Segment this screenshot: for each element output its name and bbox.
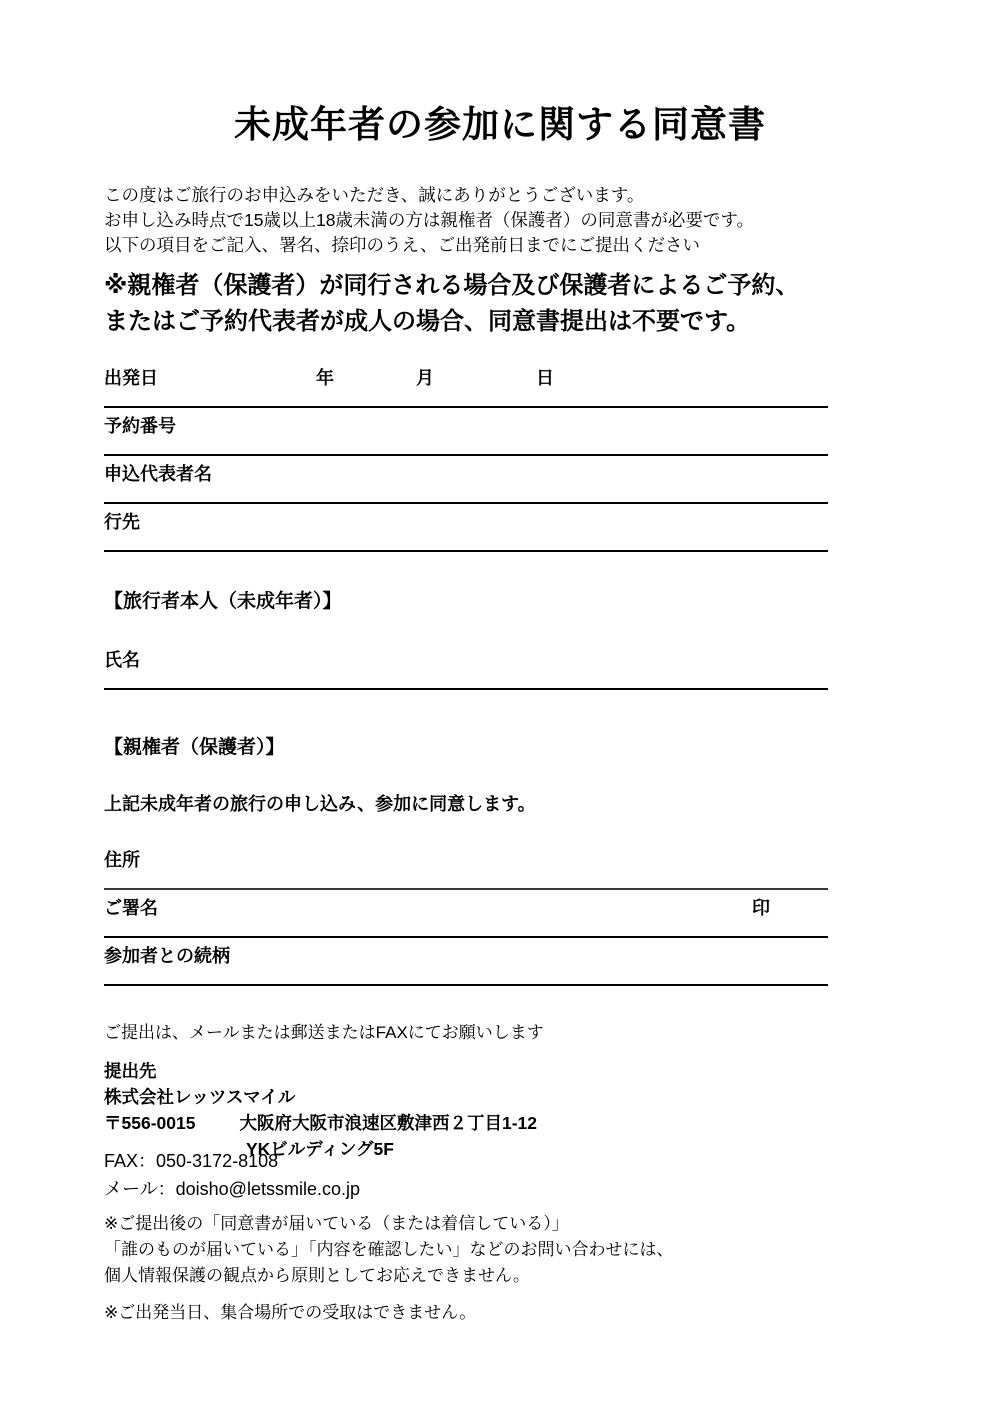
intro-line-3: 以下の項目をご記入、署名、捺印のうえ、ご出発前日までにご提出ください	[104, 235, 701, 255]
address-line-2: YKビルディング5F	[246, 1139, 394, 1159]
field-row-guardian-address[interactable]	[104, 840, 828, 890]
intro-line-1: この度はご旅行のお申込みをいただき、誠にありがとうございます。	[104, 185, 645, 205]
field-row-departure-date[interactable]	[104, 358, 828, 408]
field-row-destination[interactable]	[104, 502, 828, 552]
field-row-traveler-name[interactable]	[104, 640, 828, 690]
guardian-consent-statement: 上記未成年者の旅行の申し込み、参加に同意します。	[104, 794, 536, 814]
field-row-relationship[interactable]	[104, 936, 828, 986]
departure-date-label: 出発日	[104, 368, 158, 388]
intro-paragraph	[104, 183, 904, 258]
address-line-1: 大阪府大阪市浪速区敷津西２丁目1-12	[239, 1113, 537, 1133]
field-row-booking-number[interactable]	[104, 406, 828, 456]
guardian-signature-label: ご署名	[104, 898, 158, 918]
traveler-section-heading: 【旅行者本人（未成年者）】	[104, 591, 342, 612]
exemption-notice	[104, 268, 924, 340]
final-note: ※ご出発当日、集合場所での受取はできません。	[104, 1303, 477, 1322]
booking-number-label: 予約番号	[104, 416, 176, 436]
company-address-line-1	[104, 1110, 537, 1136]
destination-label: 行先	[104, 512, 140, 532]
fax-number: FAX：050-3172-8108	[104, 1151, 279, 1171]
page-title: 未成年者の参加に関する同意書	[234, 104, 766, 145]
departure-day-label: 日	[536, 368, 554, 388]
applicant-name-label: 申込代表者名	[104, 464, 212, 484]
company-name: 株式会社レッツスマイル	[104, 1087, 296, 1107]
notice-line-1: ※親権者（保護者）が同行される場合及び保護者によるご予約、	[104, 272, 800, 299]
privacy-note-block	[104, 1211, 674, 1289]
departure-month-label: 月	[416, 368, 434, 388]
guardian-section-heading: 【親権者（保護者）】	[104, 737, 285, 758]
relationship-label: 参加者との続柄	[104, 946, 230, 966]
contact-block	[104, 1147, 360, 1203]
privacy-note-line-2: 「誰のものが届いている」「内容を確認したい」などのお問い合わせには、	[104, 1240, 674, 1259]
guardian-address-label: 住所	[104, 850, 140, 870]
submit-to-label: 提出先	[104, 1061, 157, 1081]
field-row-applicant-name[interactable]	[104, 454, 828, 504]
postal-code: 〒556-0015	[104, 1113, 196, 1133]
intro-line-2: お申し込み時点で15歳以上18歳未満の方は親権者（保護者）の同意書が必要です。	[104, 210, 755, 230]
final-note-block	[104, 1300, 476, 1326]
departure-year-label: 年	[316, 368, 334, 388]
submission-method-note: ご提出は、メールまたは郵送またはFAXにてお願いします	[104, 1023, 544, 1042]
traveler-name-label: 氏名	[104, 650, 140, 670]
field-row-guardian-signature[interactable]	[104, 888, 828, 938]
email-address: メール：doisho@letssmile.co.jp	[104, 1179, 360, 1199]
notice-line-2: またはご予約代表者が成人の場合、同意書提出は不要です。	[104, 308, 751, 335]
seal-stamp-label: 印	[752, 898, 770, 918]
privacy-note-line-1: ※ご提出後の「同意書が届いている（または着信している）」	[104, 1214, 569, 1233]
privacy-note-line-3: 個人情報保護の観点から原則としてお応えできません。	[104, 1266, 531, 1285]
